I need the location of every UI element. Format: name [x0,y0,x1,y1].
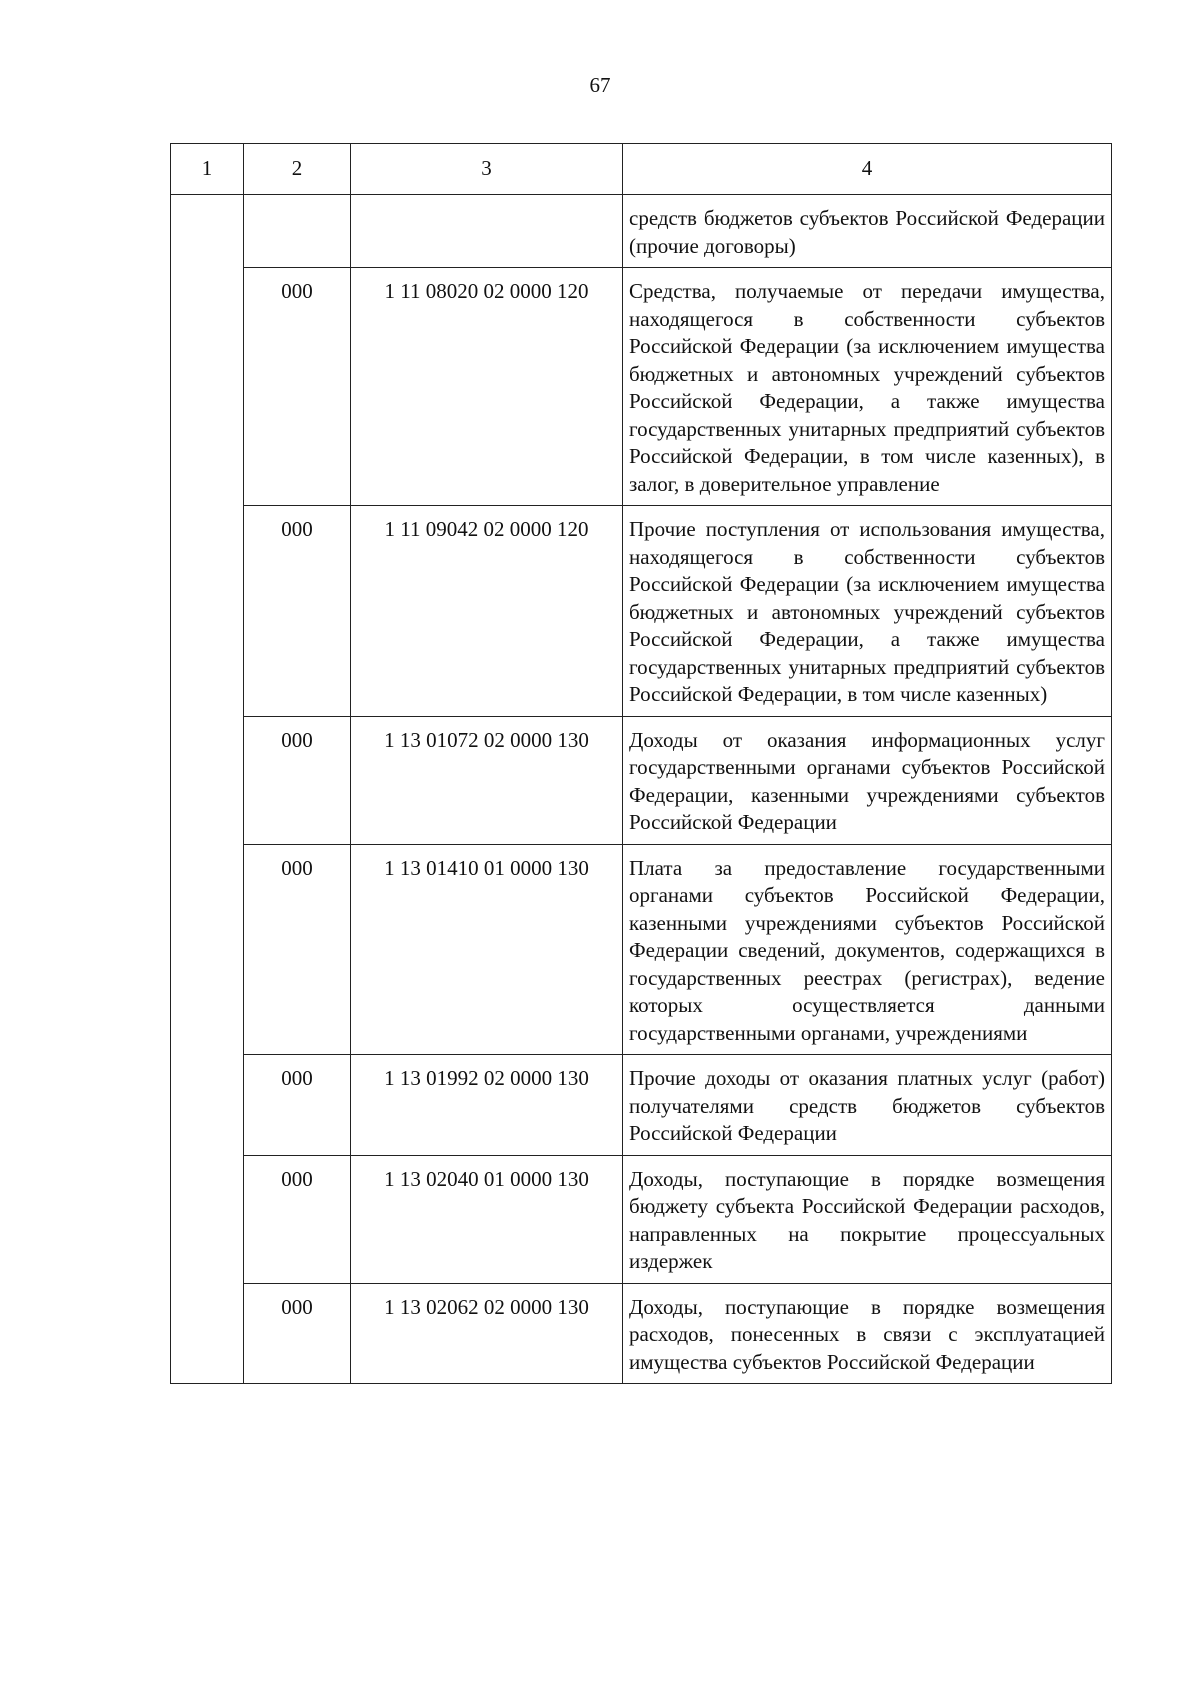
admin-code-cell: 000 [244,1283,351,1384]
table-row [171,844,1112,1055]
table-row [171,1055,1112,1156]
budget-code-cell: 1 13 01992 02 0000 130 [351,1055,623,1156]
row-number-cell [171,844,244,1055]
column-header-3: 3 [351,144,623,195]
table-row [171,506,1112,717]
description-cell: Плата за предоставление государственными органами субъектов Российской Федерации, казенными учреждениями субъектов Российской Федерации сведений, документов, содержащихся в государственных реестрах (регистрах), ведение которых осуществляется данными государственными органами, учреждениями [623,844,1112,1055]
budget-code-cell: 1 13 01410 01 0000 130 [351,844,623,1055]
row-number-cell [171,268,244,506]
admin-code-cell: 000 [244,844,351,1055]
table-header [171,144,1112,195]
description-cell: Доходы, поступающие в порядке возмещения расходов, понесенных в связи с эксплуатацией имущества субъектов Российской Федерации [623,1283,1112,1384]
row-number-cell [171,1155,244,1283]
budget-code-cell: 1 13 02062 02 0000 130 [351,1283,623,1384]
admin-code-cell: 000 [244,268,351,506]
row-number-cell [171,1283,244,1384]
description-cell: Доходы, поступающие в порядке возмещения бюджету субъекта Российской Федерации расходов, направленных на покрытие процессуальных издержек [623,1155,1112,1283]
table-row [171,268,1112,506]
budget-code-cell: 1 11 08020 02 0000 120 [351,268,623,506]
budget-code-cell: 1 11 09042 02 0000 120 [351,506,623,717]
table-body [171,195,1112,1384]
budget-code-cell: 1 13 01072 02 0000 130 [351,716,623,844]
table-row [171,195,1112,268]
row-number-cell [171,716,244,844]
budget-classification-table [170,143,1112,1384]
admin-code-cell [244,195,351,268]
table-row [171,716,1112,844]
admin-code-cell: 000 [244,1055,351,1156]
budget-code-cell: 1 13 02040 01 0000 130 [351,1155,623,1283]
column-header-2: 2 [244,144,351,195]
description-cell: средств бюджетов субъектов Российской Федерации (прочие договоры) [623,195,1112,268]
column-header-4: 4 [623,144,1112,195]
header-row [171,144,1112,195]
description-cell: Средства, получаемые от передачи имущества, находящегося в собственности субъектов Российской Федерации (за исключением имущества бюджетных и автономных учреждений субъектов Российской Федерации, а также имущества государственных унитарных предприятий субъектов Российской Федерации, в том числе казенных), в залог, в доверительное управление [623,268,1112,506]
budget-code-cell [351,195,623,268]
admin-code-cell: 000 [244,1155,351,1283]
column-header-1: 1 [171,144,244,195]
table-row [171,1155,1112,1283]
page-number: 67 [589,73,611,97]
description-cell: Прочие поступления от использования имущества, находящегося в собственности субъектов Российской Федерации (за исключением имущества бюджетных и автономных учреждений субъектов Российской Федерации, а также имущества государственных унитарных предприятий субъектов Российской Федерации, в том числе казенных) [623,506,1112,717]
description-cell: Прочие доходы от оказания платных услуг (работ) получателями средств бюджетов субъектов Российской Федерации [623,1055,1112,1156]
row-number-cell [171,1055,244,1156]
admin-code-cell: 000 [244,506,351,717]
row-number-cell [171,195,244,268]
table-row [171,1283,1112,1384]
description-cell: Доходы от оказания информационных услуг государственными органами субъектов Российской Федерации, казенными учреждениями субъектов Российской Федерации [623,716,1112,844]
admin-code-cell: 000 [244,716,351,844]
row-number-cell [171,506,244,717]
